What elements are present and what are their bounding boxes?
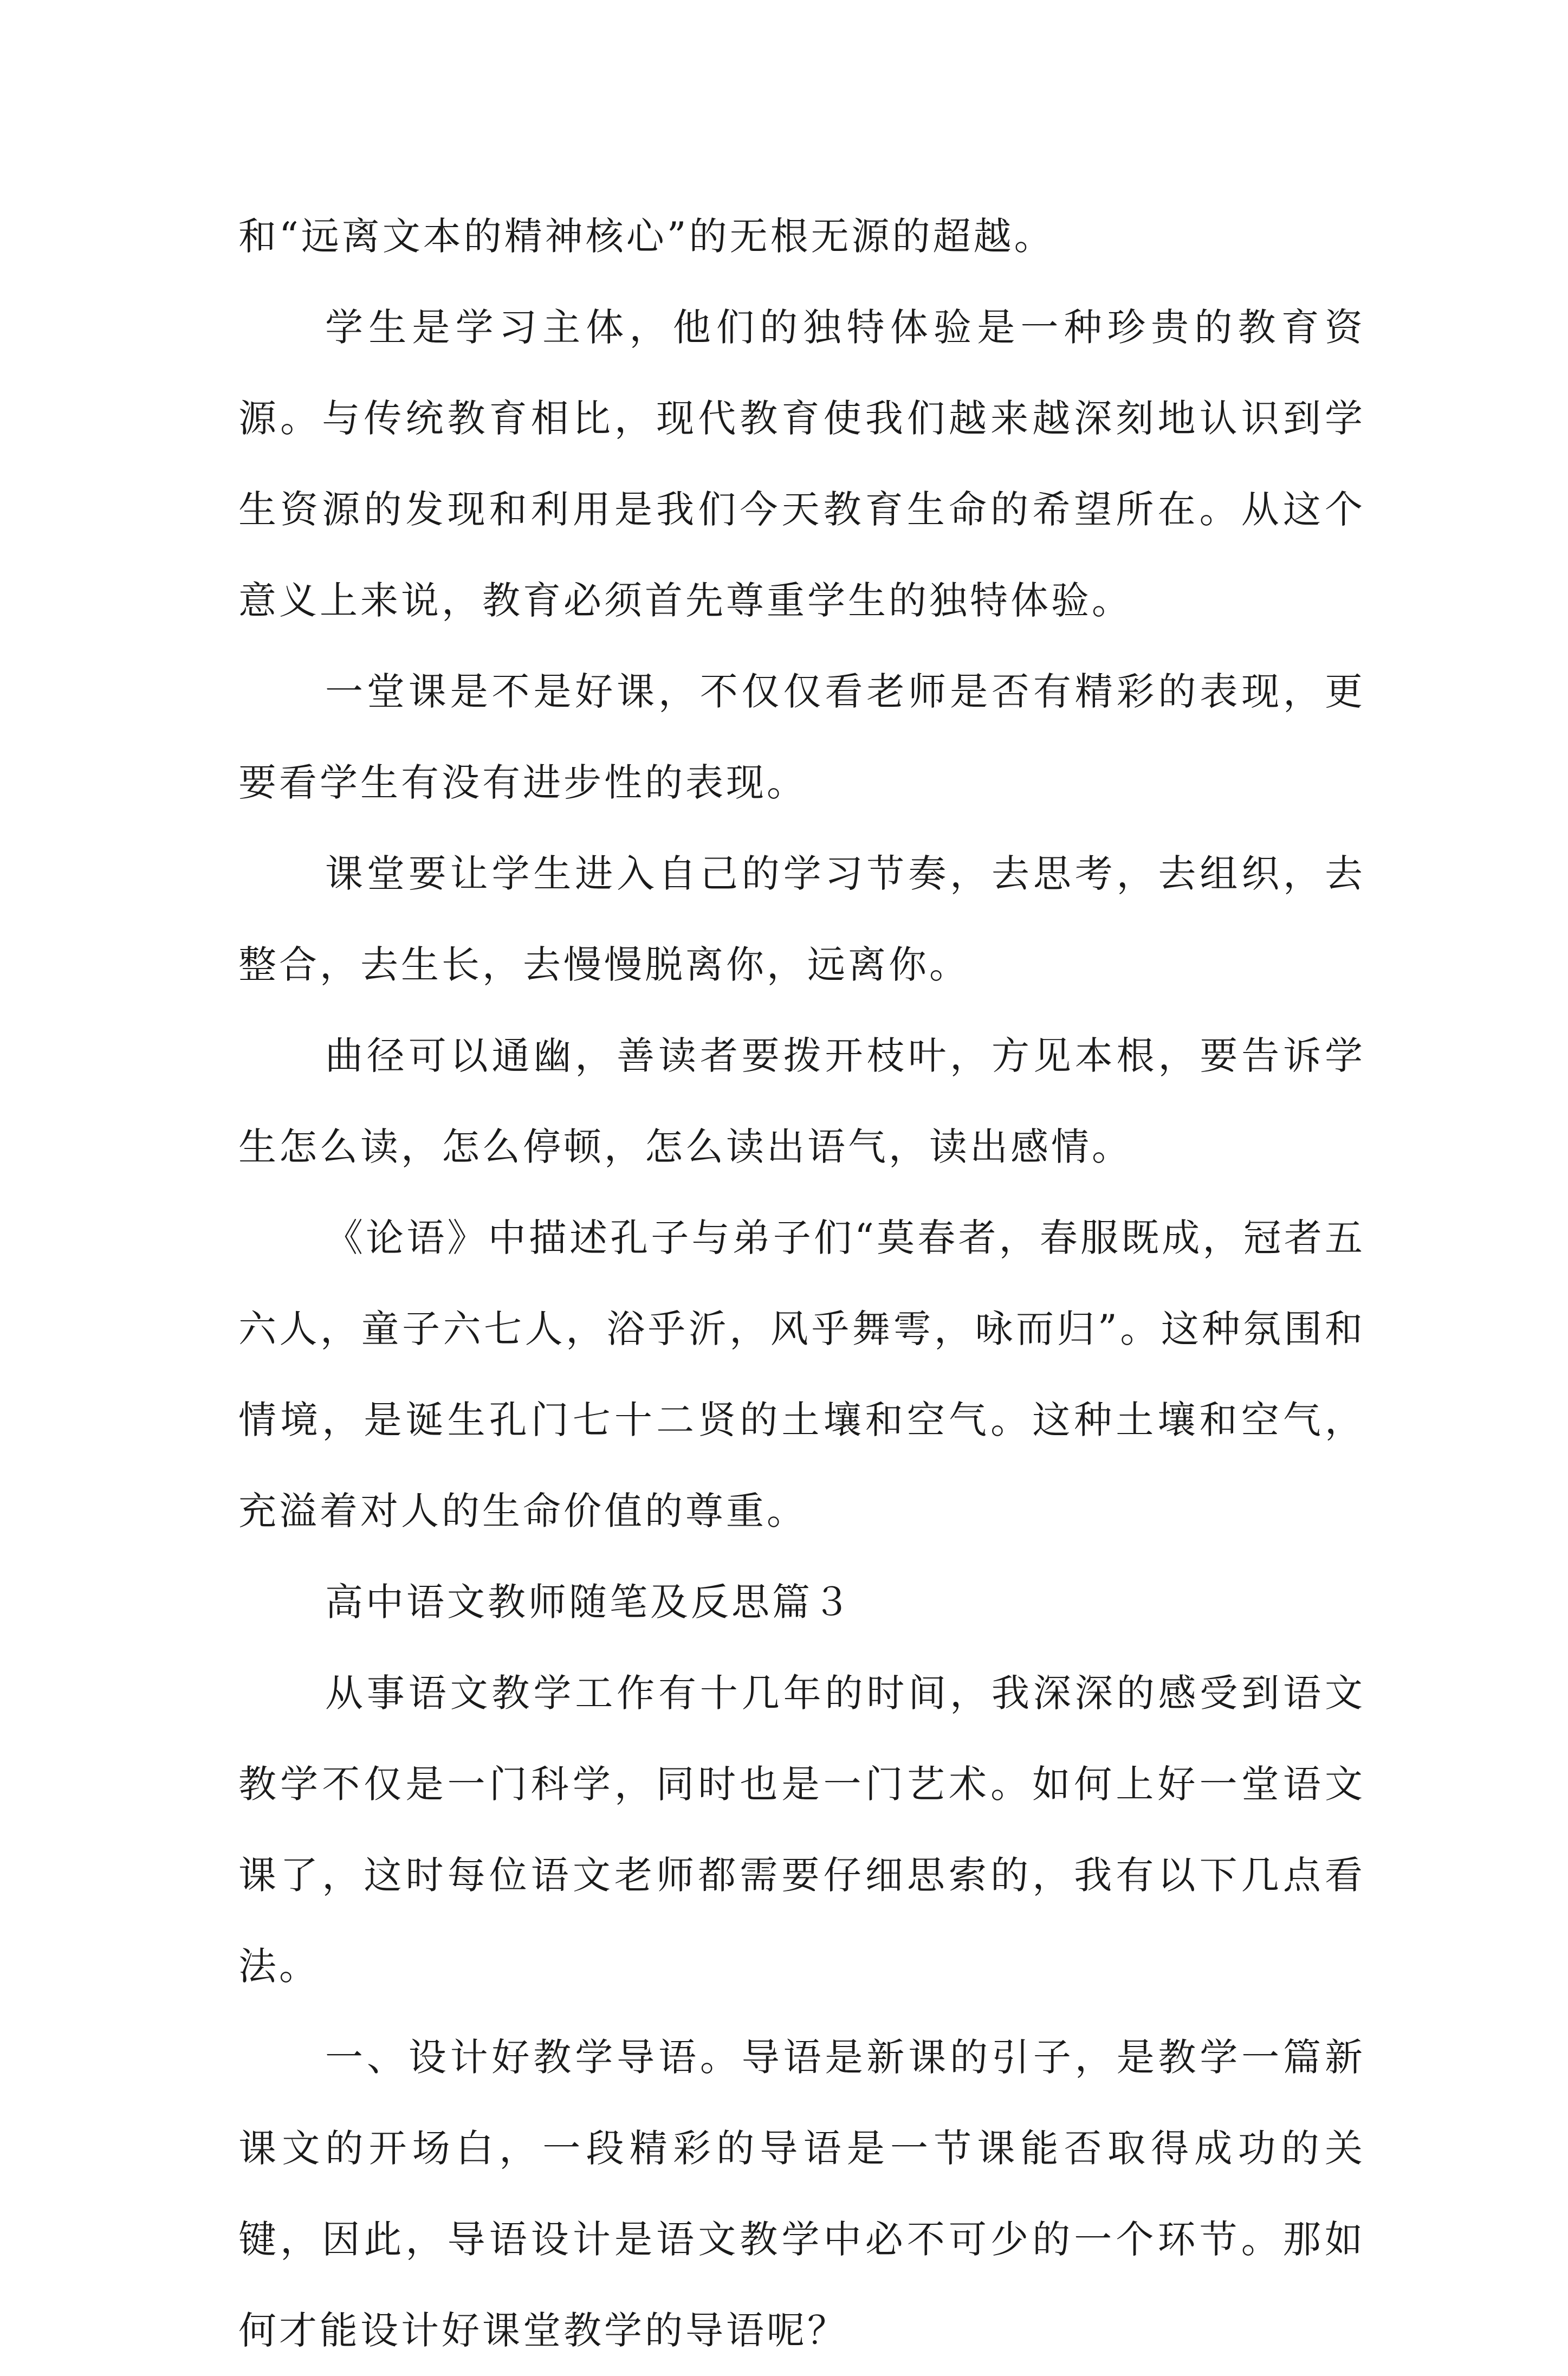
- section-paragraph-1: 从事语文教学工作有十几年的时间，我深深的感受到语文教学不仅是一门科学，同时也是一门艺术。如何上好一堂语文课了，这时每位语文老师都需要仔细思索的，我有以下几点看法。: [238, 1671, 1365, 1988]
- paragraph-4: 课堂要让学生进入自己的学习节奏，去思考，去组织，去整合，去生长，去慢慢脱离你，远离你。: [238, 851, 1365, 987]
- paragraph-5: 曲径可以通幽，善读者要拨开枝叶，方见本根，要告诉学生怎么读，怎么停顿，怎么读出语气，读出感情。: [238, 1034, 1365, 1169]
- paragraph-2: 学生是学习主体，他们的独特体验是一种珍贵的教育资源。与传统教育相比，现代教育使我们越来越深刻地认识到学生资源的发现和利用是我们今天教育生命的希望所在。从这个意义上来说，教育必须首先尊重学生的独特体验。: [238, 305, 1365, 623]
- section-heading: 高中语文教师随笔及反思篇３: [325, 1580, 853, 1624]
- paragraph-6: 《论语》中描述孔子与弟子们“莫春者，春服既成，冠者五六人，童子六七人，浴乎沂，风乎舞雩，咏而归”。这种氛围和情境，是诞生孔门七十二贤的土壤和空气。这种土壤和空气，充溢着对人的生命价值的尊重。: [238, 1216, 1365, 1533]
- section-paragraph-2: 一、设计好教学导语。导语是新课的引子，是教学一篇新课文的开场白，一段精彩的导语是一节课能否取得成功的关键，因此，导语设计是语文教学中必不可少的一个环节。那如何才能设计好课堂教学的导语呢？: [238, 2035, 1365, 2353]
- document-body: [238, 191, 1365, 2376]
- paragraph-3: 一堂课是不是好课，不仅仅看老师是否有精彩的表现，更要看学生有没有进步性的表现。: [238, 669, 1365, 805]
- paragraph-1: 和“远离文本的精神核心”的无根无源的超越。: [238, 214, 1055, 259]
